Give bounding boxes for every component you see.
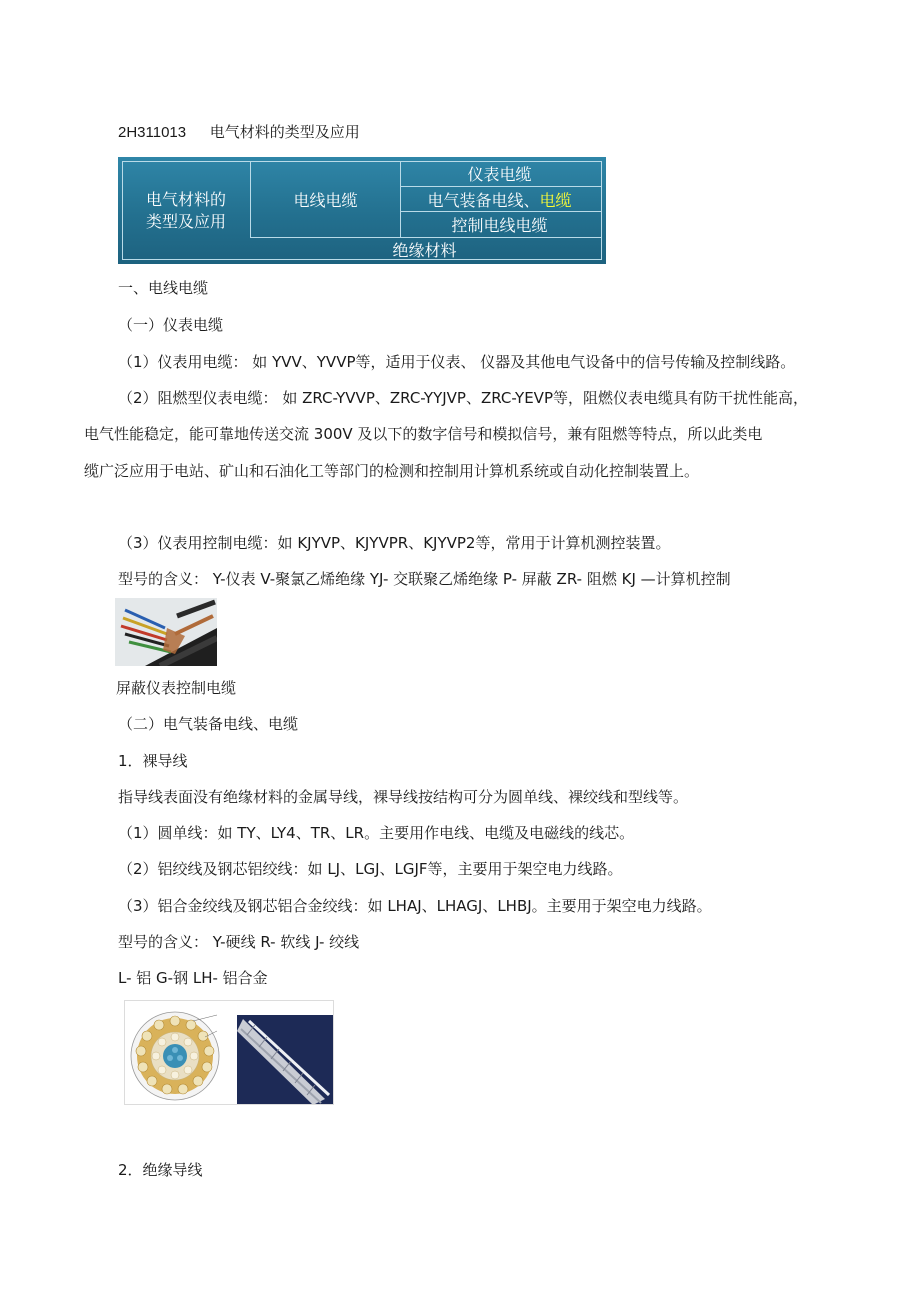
photo-caption: 屏蔽仪表控制电缆	[116, 679, 237, 697]
heading-insulated-wire: 2．绝缘导线	[118, 1161, 203, 1179]
stranded-conductor-photo	[124, 1000, 334, 1105]
model-meaning: 型号的含义： Y-硬线 R- 软线 J- 绞线	[118, 933, 360, 951]
section-title	[118, 122, 360, 143]
diagram-leaf-equipment: 电气装备电线、 电缆	[427, 190, 572, 210]
conductor-image	[125, 1001, 334, 1105]
diagram-leaf-instrument: 仪表电缆	[467, 165, 532, 184]
diagram-leaf-control: 控制电线电缆	[451, 216, 548, 235]
paragraph: （1）圆单线：如 TY、LY4、TR、LR。主要用作电线、电缆及电磁线的线芯。	[118, 824, 635, 842]
section-code: 2H311013	[118, 124, 187, 141]
paragraph: （2）阻燃型仪表电缆： 如 ZRC-YVVP、ZRC-YYJVP、ZRC-YEVP等，阻燃仪表电缆具有防干扰性能高，	[118, 389, 808, 407]
paragraph: 指导线表面没有绝缘材料的金属导线，裸导线按结构可分为圆单线、裸绞线和型线等。	[118, 788, 689, 806]
cable-image	[115, 598, 217, 666]
diagram-root: 电气材料的类型及应用	[145, 189, 226, 231]
diagram-branch-wire: 电线电缆	[293, 190, 358, 210]
paragraph: （3）仪表用控制电缆：如 KJYVP、KJYVPR、KJYVP2等，常用于计算机测控装置。	[118, 534, 671, 552]
paragraph: （1）仪表用电缆： 如 YVV、YVVP等，适用于仪表、 仪器及其他电气设备中的信号传输及控制线路。	[118, 353, 796, 371]
classification-diagram	[118, 157, 606, 264]
heading-bare-conductor: 1．裸导线	[118, 752, 188, 770]
heading-instrument-cable: （一）仪表电缆	[118, 316, 224, 334]
shielded-cable-photo	[115, 598, 217, 666]
model-meaning: 型号的含义： Y-仪表 V-聚氯乙烯绝缘 YJ- 交联聚乙烯绝缘 P- 屏蔽 ZR- 阻燃 KJ —计算机控制	[118, 570, 731, 588]
diagram-branch-insulation: 绝缘材料	[392, 240, 457, 260]
section-title-text: 电气材料的类型及应用	[209, 123, 360, 141]
model-meaning: L- 铝 G-钢 LH- 铝合金	[118, 969, 268, 987]
paragraph: 电气性能稳定，能可靠地传送交流 300V 及以下的数字信号和模拟信号，兼有阻燃等特点，所以此类电	[84, 425, 763, 443]
paragraph: 缆广泛应用于电站、矿山和石油化工等部门的检测和控制用计算机系统或自动化控制装置上。	[84, 462, 700, 480]
heading-equipment-wire: （二）电气装备电线、电缆	[118, 715, 299, 733]
heading-wire-cable: 一、电线电缆	[118, 279, 209, 297]
paragraph: （3）铝合金绞线及钢芯铝合金绞线：如 LHAJ、LHAGJ、LHBJ。主要用于架空电力线路。	[118, 897, 712, 915]
paragraph: （2）铝绞线及钢芯铝绞线：如 LJ、LGJ、LGJF等，主要用于架空电力线路。	[118, 860, 623, 878]
